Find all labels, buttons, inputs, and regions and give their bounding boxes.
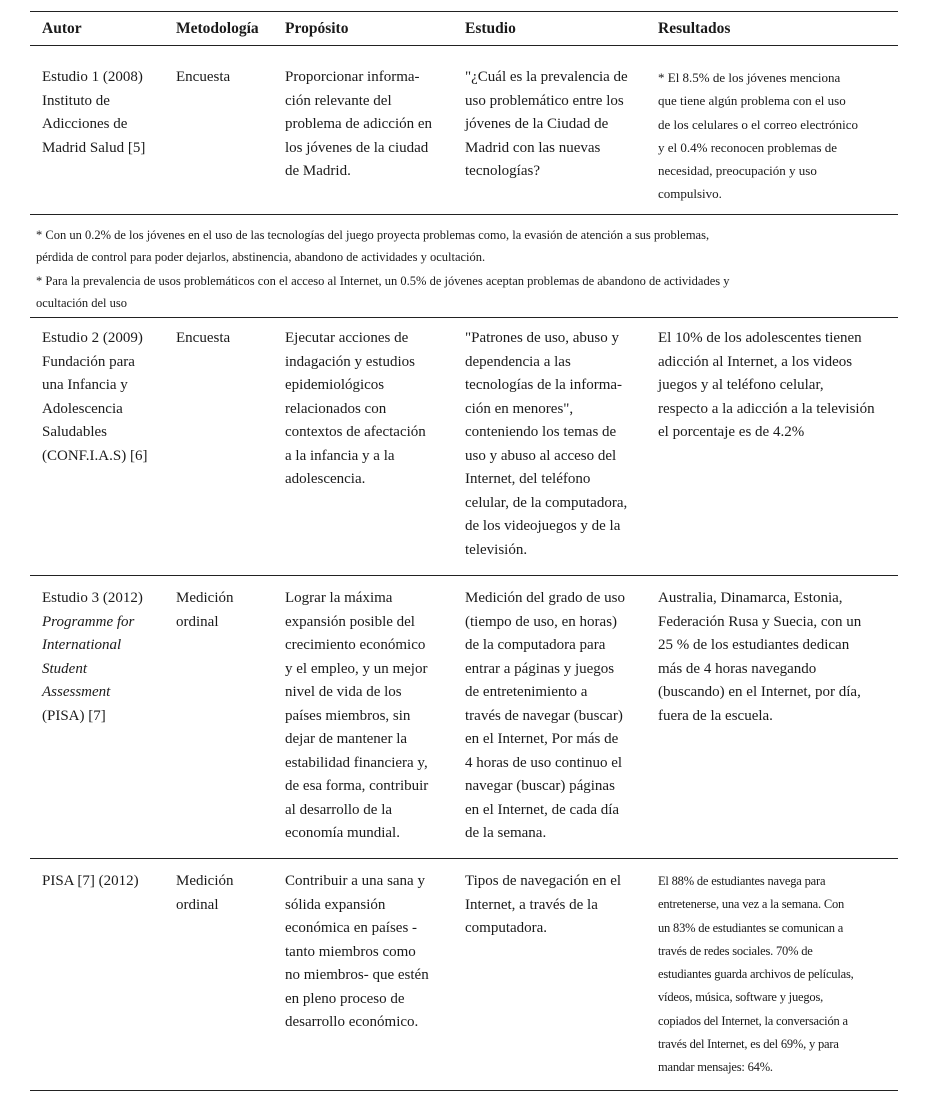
row2-autor: Estudio 2 (2009) Fundación para una Infancia y Adolescencia Saludables (CONF.I.A.S) [6]	[42, 330, 148, 464]
row4-autor: PISA [7] (2012)	[42, 873, 139, 889]
row4-estudio: Tipos de navegación en el Internet, a través de la computadora.	[465, 873, 622, 936]
header-proposito: Propósito	[285, 20, 349, 37]
header-metodologia: Metodología	[176, 20, 259, 37]
row3-autor	[42, 587, 172, 728]
row4-resultados: El 88% de estudiantes navega para entretenerse, una vez a la semana. Con un 83% de estudiantes se comunican a través de redes sociales. 70% de estudiantes guarda archivos de películas, vídeos, música, software y juegos, copiados del Internet, la conversación a través del Internet, es del 69%, y para mandar mensajes: 64%.	[658, 874, 854, 1075]
note-internet: * Para la prevalencia de usos problemáticos con el acceso al Internet, un 0.5% de jóvenes aceptan problemas de abandono de actividades y ocultación del uso	[36, 274, 730, 310]
row3-estudio: Medición del grado de uso (tiempo de uso, en horas) de la computadora para entrar a páginas y juegos de entretenimiento a través de navegar (buscar) en el Internet, Por más de 4 horas de uso continuo el navegar (buscar) páginas en el Internet, de cada día de la semana.	[465, 590, 625, 841]
row3-autor-programme: Programme for International Student Assessment	[42, 613, 135, 700]
row1-resultados: * El 8.5% de los jóvenes menciona que tiene algún problema con el uso de los celulares o el correo electrónico y el 0.4% reconocen problemas de necesidad, preocupación y uso compulsivo.	[658, 70, 858, 202]
header-rule	[30, 45, 898, 46]
row4-metodologia: Medición ordinal	[176, 873, 234, 913]
row2-proposito: Ejecutar acciones de indagación y estudios epidemiológicos relacionados con contextos de afectación a la infancia y a la adolescencia.	[285, 330, 426, 487]
row1-rule	[30, 214, 898, 215]
header-autor: Autor	[42, 20, 82, 37]
row1-estudio: "¿Cuál es la prevalencia de uso problemático entre los jóvenes de la Ciudad de Madrid con las nuevas tecnologías?	[465, 69, 628, 179]
row3-autor-estudio: Estudio 3 (2012)	[42, 590, 143, 606]
note-juego: * Con un 0.2% de los jóvenes en el uso de las tecnologías del juego proyecta problemas como, la evasión de atención a sus problemas, pérdida de control para poder dejarlos, abstinencia, abandono de actividades y ocultación.	[36, 228, 710, 264]
table-top-rule	[30, 11, 898, 12]
row3-resultados: Australia, Dinamarca, Estonia, Federación Rusa y Suecia, con un 25 % de los estudiantes dedican más de 4 horas navegando (buscando) en el Internet, por día, fuera de la escuela.	[658, 590, 862, 724]
row1-proposito: Proporcionar informa- ción relevante del problema de adicción en los jóvenes de la ciudad de Madrid.	[285, 69, 433, 179]
table-bottom-rule	[30, 1090, 898, 1091]
row2-estudio: "Patrones de uso, abuso y dependencia a las tecnologías de la informa- ción en menores", conteniendo los temas de uso y abuso al acceso del Internet, del teléfono celular, de la computadora, de los videojuegos y de la televisión.	[465, 330, 628, 558]
row3-metodologia: Medición ordinal	[176, 590, 234, 630]
header-resultados: Resultados	[658, 20, 731, 37]
row3-rule	[30, 858, 898, 859]
notes-rule	[30, 317, 898, 318]
row3-proposito: Lograr la máxima expansión posible del crecimiento económico y el empleo, y un mejor nivel de vida de los países miembros, sin dejar de mantener la estabilidad financiera y, de esa forma, contribuir al desarrollo de la economía mundial.	[285, 590, 429, 841]
row1-autor: Estudio 1 (2008) Instituto de Adicciones de Madrid Salud [5]	[42, 69, 146, 156]
row2-rule	[30, 575, 898, 576]
row1-metodologia: Encuesta	[176, 69, 231, 85]
row2-metodologia: Encuesta	[176, 330, 231, 346]
header-estudio: Estudio	[465, 20, 516, 37]
row3-autor-pisa: (PISA) [7]	[42, 707, 106, 724]
row2-resultados: El 10% de los adolescentes tienen adicción al Internet, a los videos juegos y al teléfono celular, respecto a la adicción a la televisión el porcentaje es de 4.2%	[658, 330, 875, 440]
row4-proposito: Contribuir a una sana y sólida expansión económica en países - tanto miembros como no miembros- que estén en pleno proceso de desarrollo económico.	[285, 873, 429, 1030]
